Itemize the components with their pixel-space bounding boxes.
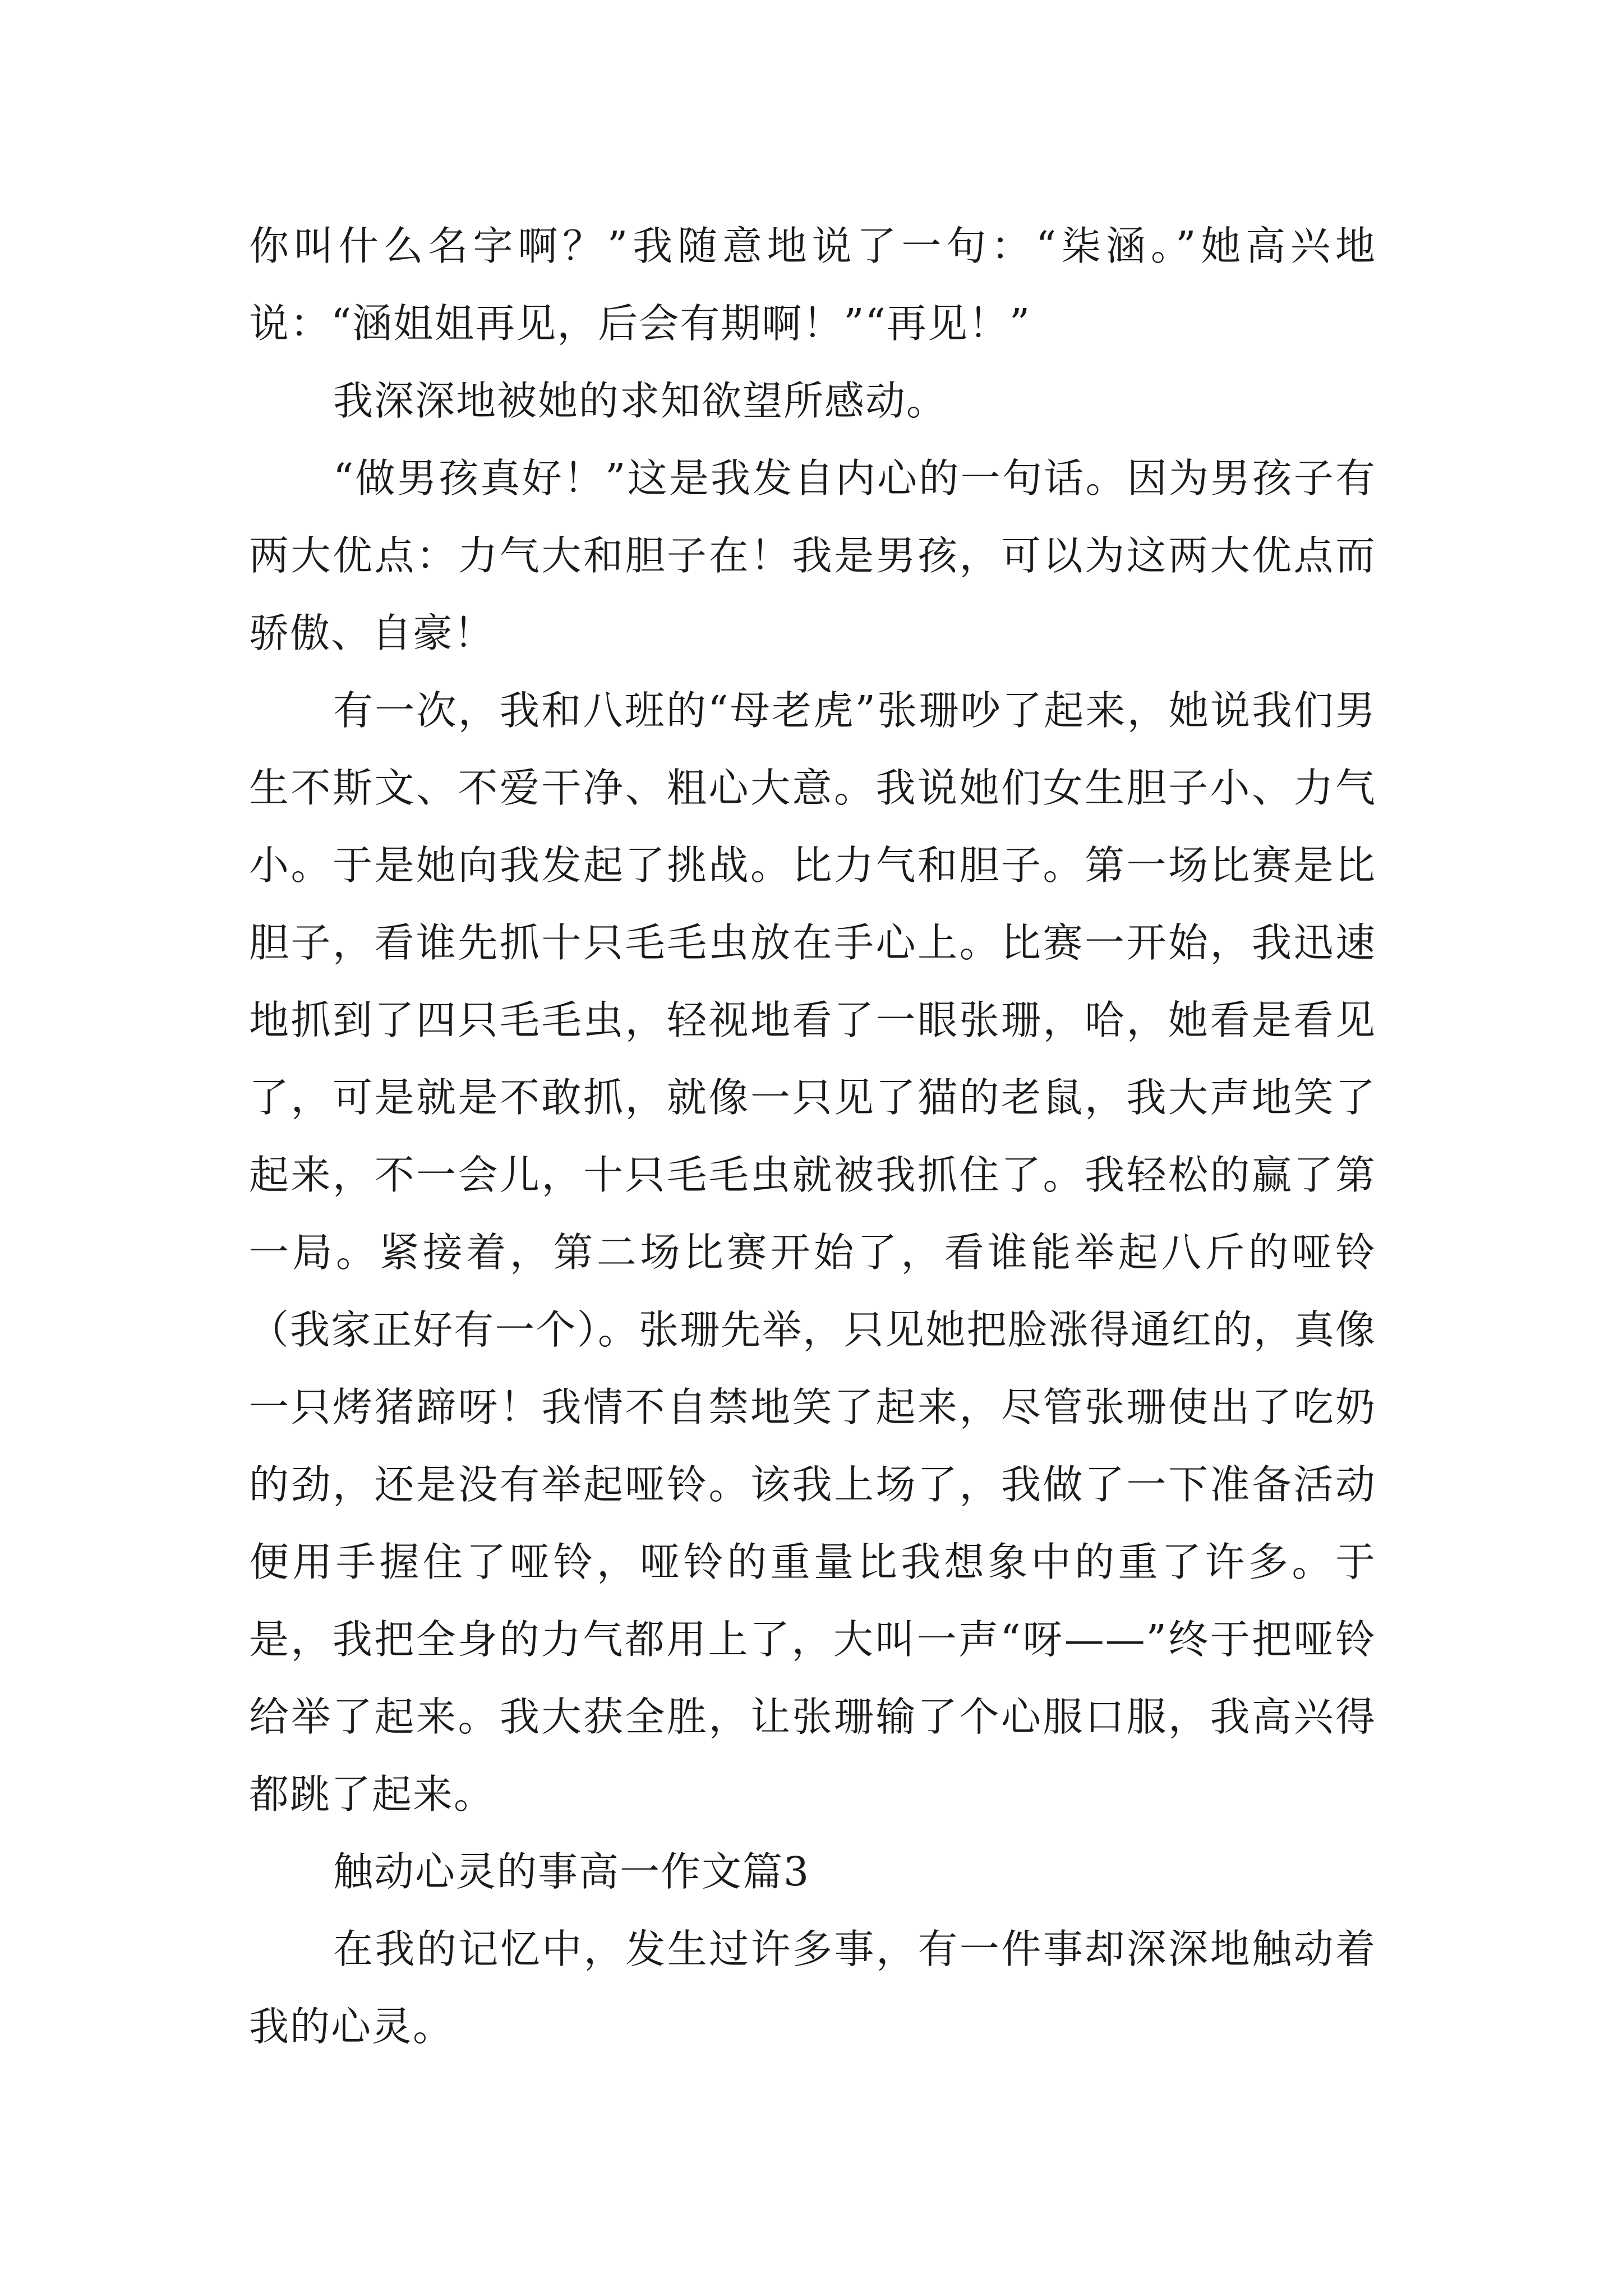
paragraph-memory-intro: 在我的记忆中，发生过许多事，有一件事却深深地触动着我的心灵。 [249,1926,1376,2050]
paragraph-competition-story: 有一次，我和八班的“母老虎”张珊吵了起来，她说我们男生不斯文、不爱干净、粗心大意。我说她们女生胆子小、力气小。于是她向我发起了挑战。比力气和胆子。第一场比赛是比胆子，看谁先抓十只毛毛虫放在手心上。比赛一开始，我迅速地抓到了四只毛毛虫，轻视地看了一眼张珊，哈，她看是看见了，可是就是不敢抓，就像一只见了猫的老鼠，我大声地笑了起来，不一会儿，十只毛毛虫就被我抓住了。我轻松的赢了第一局。紧接着，第二场比赛开始了，看谁能举起八斤的哑铃（我家正好有一个）。张珊先举，只见她把脸涨得通红的，真像一只烤猪蹄呀！我情不自禁地笑了起来，尽管张珊使出了吃奶的劲，还是没有举起哑铃。该我上场了，我做了一下准备活动便用手握住了哑铃，哑铃的重量比我想象中的重了许多。于是，我把全身的力气都用上了，大叫一声“呀——”终于把哑铃给举了起来。我大获全胜，让张珊输了个心服口服，我高兴得都跳了起来。 [249,687,1376,1818]
paragraph-dialogue-ending: 你叫什么名字啊？”我随意地说了一句：“柒涵。”她高兴地说：“涵姐姐再见，后会有期啊！”“再见！” [249,223,1376,347]
essay-section-heading: 触动心灵的事高一作文篇3 [333,1848,810,1895]
document-body [249,208,1376,2065]
paragraph-being-a-boy: “做男孩真好！”这是我发自内心的一句话。因为男孩子有两大优点：力气大和胆子在！我是男孩，可以为这两大优点而骄傲、自豪！ [249,455,1376,656]
paragraph-moved-by-curiosity: 我深深地被她的求知欲望所感动。 [333,378,948,424]
